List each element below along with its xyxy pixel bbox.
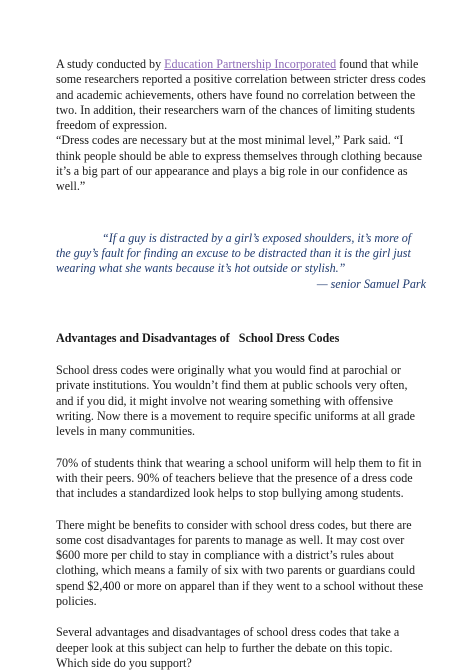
- body-paragraph-conclusion: Several advantages and disadvantages of school dress codes that take a deeper look at this subject can help to further the debate on this topic. Which side do you support?: [56, 625, 400, 670]
- pull-quote-attribution: — senior Samuel Park: [316, 276, 426, 291]
- intro-paragraph: [56, 57, 426, 133]
- intro-text-after-link: found that while some researchers reported a positive correlation between stricter dress codes and academic achievements, others have found no correlation between the two. In addition, their researchers warn of the chances of limiting students freedom of expression.: [56, 57, 426, 133]
- body-paragraph-origins: School dress codes were originally what you would find at parochial or private institutions. You wouldn’t find them at public schools very often, and if you did, it might involve not wearing something with offensive writing. Now there is a movement to require specific uniforms at all grade levels in many communities.: [56, 363, 416, 439]
- body-paragraph-costs: There might be benefits to consider with school dress codes, but there are some cost disadvantages for parents to manage as well. It may cost over $600 more per child to stay in compliance with a district’s rules about clothing, which means a family of six with two parents or guardians could spend $2,400 or more on apparel than if they went to a school without these policies.: [56, 517, 424, 609]
- park-quote-paragraph: “Dress codes are necessary but at the most minimal level,” Park said. “I think people should be able to express themselves through clothing because it’s a big part of our appearance and plays a big role in our confidence as well.”: [56, 133, 423, 194]
- intro-text-before-link: A study conducted by: [56, 57, 165, 71]
- education-partnership-link[interactable]: Education Partnership Incorporated: [164, 57, 337, 71]
- body-paragraph-statistics: 70% of students think that wearing a school uniform will help them to fit in with their peers. 90% of teachers believe that the presence of a dress code that includes a standardized look helps to stop bullying among students.: [56, 455, 422, 501]
- pull-quote: “If a guy is distracted by a girl’s exposed shoulders, it’s more of the guy’s fault for finding an excuse to be distracted than it is the girl just wearing what she wants because it’s hot outside or stylish.”: [56, 230, 412, 276]
- document-page: [56, 57, 426, 671]
- section-heading: Advantages and Disadvantages of School Dress Codes: [56, 330, 340, 345]
